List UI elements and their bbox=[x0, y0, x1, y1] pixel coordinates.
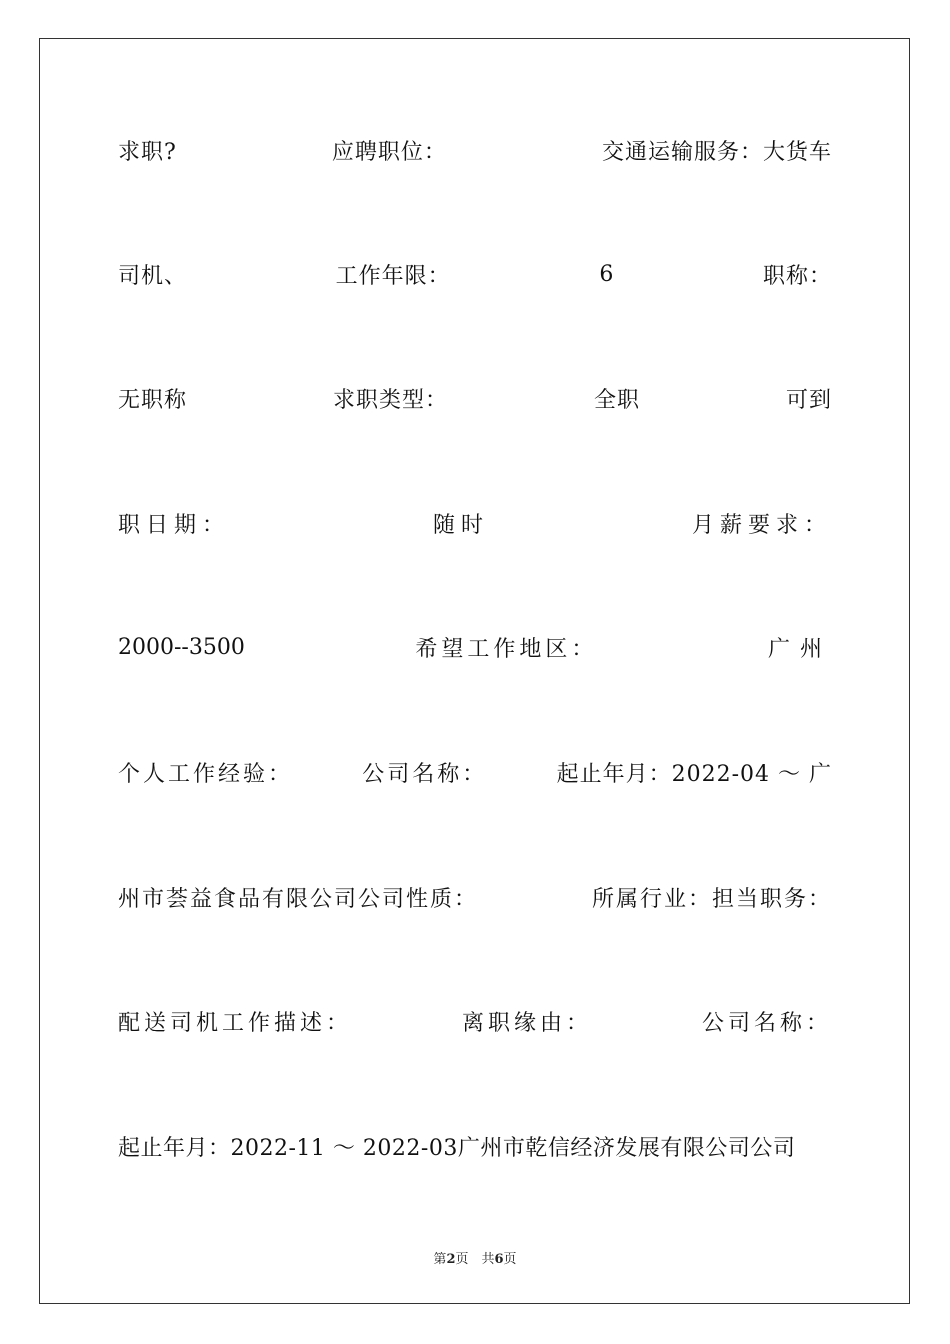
text-segment: 随时 bbox=[432, 512, 489, 538]
text-line-7 bbox=[118, 877, 832, 917]
page-current-number: 2 bbox=[446, 1252, 456, 1267]
text-line-6 bbox=[118, 752, 832, 792]
text-segment: 广州 bbox=[767, 636, 832, 662]
text-segment: 公司名称： bbox=[362, 761, 488, 787]
text-segment: 可到 bbox=[785, 387, 832, 413]
text-line-5 bbox=[118, 627, 832, 667]
text-segment: 州市荟益食品有限公司公司性质： bbox=[118, 886, 479, 912]
text-segment: 工作年限： bbox=[335, 263, 451, 289]
text-segment: 职日期： bbox=[118, 512, 231, 538]
text-segment: 求职类型： bbox=[332, 387, 448, 413]
text-segment: 全职 bbox=[593, 387, 640, 413]
text-segment: 司机、 bbox=[118, 263, 188, 289]
page-label-mid: 页 共 bbox=[455, 1252, 495, 1267]
text-segment: 所属行业：担当职务： bbox=[591, 886, 832, 912]
page-footer bbox=[0, 1248, 950, 1267]
text-segment: 交通运输服务：大货车 bbox=[601, 139, 832, 165]
text-segment: 起止年月：2022-11 ～ 2022-03广州市乾信经济发展有限公司公司 bbox=[118, 1135, 796, 1161]
text-line-2 bbox=[118, 254, 832, 294]
page-label-prefix: 第 bbox=[433, 1252, 447, 1267]
text-segment: 2000--3500 bbox=[118, 634, 245, 660]
text-segment: 离职缘由： bbox=[461, 1010, 592, 1036]
text-segment: 配送司机工作描述： bbox=[118, 1010, 353, 1036]
text-segment: 月薪要求： bbox=[691, 512, 832, 538]
text-segment: 希望工作地区： bbox=[415, 636, 598, 662]
text-segment: 求职? bbox=[118, 139, 177, 165]
text-segment: 起止年月：2022-04 ～ 广 bbox=[556, 761, 832, 787]
text-line-8 bbox=[118, 1001, 832, 1041]
page-total-number: 6 bbox=[494, 1252, 504, 1267]
text-segment: 应聘职位： bbox=[331, 139, 447, 165]
text-line-4 bbox=[118, 503, 832, 543]
page-border bbox=[39, 38, 910, 1304]
text-segment: 公司名称： bbox=[701, 1010, 832, 1036]
text-line-9 bbox=[118, 1126, 832, 1166]
text-line-3 bbox=[118, 378, 832, 418]
text-segment: 个人工作经验： bbox=[118, 761, 294, 787]
text-line-1 bbox=[118, 130, 832, 170]
text-segment: 无职称 bbox=[118, 387, 188, 413]
page-label-suffix: 页 bbox=[503, 1252, 517, 1267]
text-segment: 6 bbox=[599, 261, 615, 287]
text-segment: 职称： bbox=[762, 263, 832, 289]
